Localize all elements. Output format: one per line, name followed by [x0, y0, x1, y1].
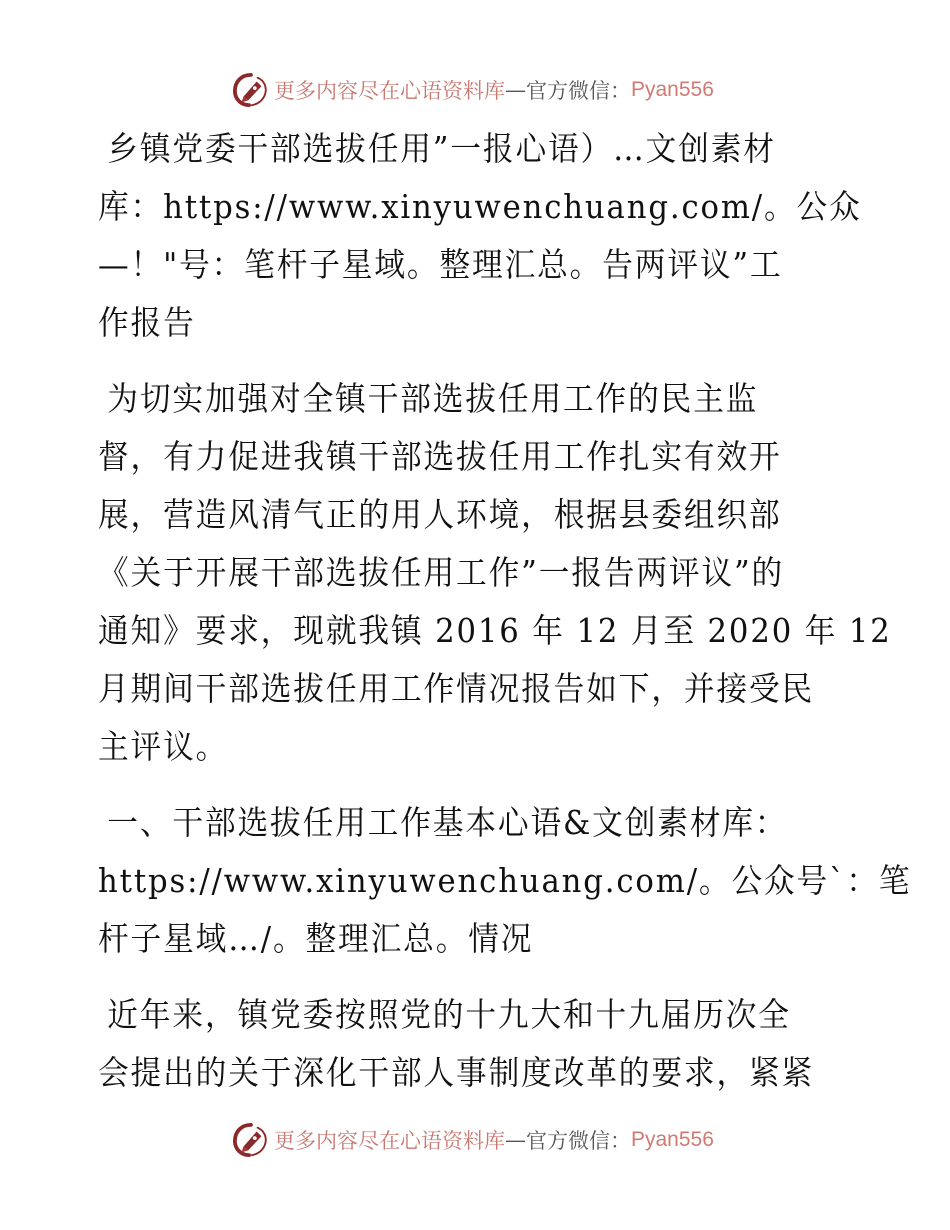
text-line: 督，有力促进我镇干部选拔任用工作扎实有效开 [98, 437, 782, 476]
section-heading-1 [98, 798, 912, 972]
watermark-separator: — [505, 78, 526, 102]
watermark-separator: — [505, 1128, 526, 1152]
watermark-brand-text: 更多内容尽在心语资料库 [274, 79, 505, 103]
document-body [98, 124, 912, 1124]
text-line: https://www.xinyuwenchuang.com/。公众号`：笔 [98, 861, 912, 900]
text-line: 展，营造风清气正的用人环境，根据县委组织部 [98, 495, 782, 534]
text-line: 库：https://www.xinyuwenchuang.com/。公众 [98, 187, 862, 226]
text-line: 乡镇党委干部选拔任用”一报心语）…文创素材 [107, 129, 776, 168]
paragraph-title [98, 124, 862, 356]
footer-watermark [232, 1120, 714, 1160]
text-line: 通知》要求，现就我镇 2016 年 12 月至 2020 年 12 [98, 611, 892, 650]
text-line: 《关于开展干部选拔任用工作”一报告两评议”的 [98, 553, 785, 592]
watermark-contact-id: Pyan556 [631, 1128, 714, 1151]
text-line: 杆子星域…/。整理汇总。情况 [98, 919, 534, 958]
text-line: 会提出的关于深化干部人事制度改革的要求，紧紧 [98, 1053, 815, 1092]
text-line: 月期间干部选拔任用工作情况报告如下，并接受民 [98, 669, 815, 708]
text-line: 作报告 [98, 303, 196, 342]
paragraph-intro [98, 374, 892, 780]
text-line: 一、干部选拔任用工作基本心语&文创素材库： [107, 803, 788, 842]
pen-nib-logo-icon [232, 72, 270, 108]
text-line: 近年来，镇党委按照党的十九大和十九届历次全 [107, 995, 791, 1034]
watermark-contact-label: 官方微信： [526, 1129, 631, 1153]
text-line: —！"号：笔杆子星域。整理汇总。告两评议”工 [98, 245, 783, 284]
text-line: 为切实加强对全镇干部选拔任用工作的民主监 [107, 379, 759, 418]
watermark-contact-id: Pyan556 [631, 78, 714, 101]
header-watermark [232, 70, 714, 110]
text-line: 主评议。 [98, 727, 229, 766]
pen-nib-logo-icon [232, 1122, 270, 1158]
watermark-brand-text: 更多内容尽在心语资料库 [274, 1129, 505, 1153]
paragraph-body [98, 990, 858, 1106]
watermark-contact-label: 官方微信： [526, 79, 631, 103]
